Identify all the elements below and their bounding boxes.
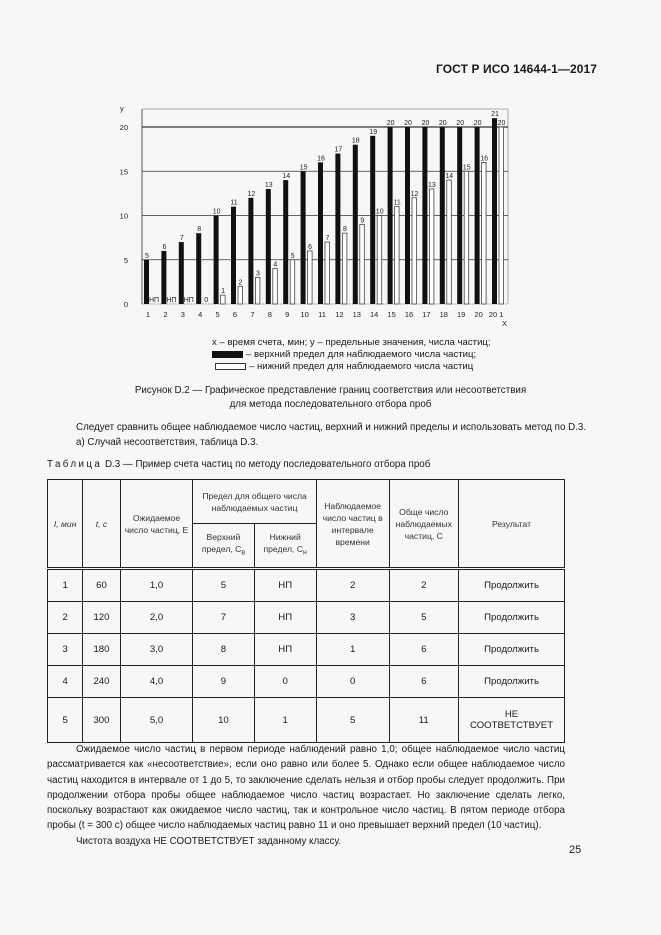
cell-result: Продолжить [459, 634, 565, 666]
svg-text:15: 15 [387, 310, 396, 319]
svg-text:12: 12 [335, 310, 344, 319]
svg-text:6: 6 [162, 243, 167, 251]
svg-text:13: 13 [428, 181, 436, 189]
page-number: 25 [569, 844, 582, 856]
cell-cu: 10 [193, 698, 254, 743]
light-bar-swatch-icon [215, 363, 246, 370]
svg-text:20: 20 [456, 120, 465, 127]
svg-text:10: 10 [119, 211, 128, 221]
table-row [48, 666, 565, 698]
cell-result: Продолжить [459, 569, 565, 602]
cell-c: 6 [389, 634, 459, 666]
svg-text:20: 20 [386, 120, 395, 127]
header-i: I, мин [48, 480, 83, 569]
svg-text:10: 10 [300, 310, 309, 319]
svg-text:5: 5 [123, 255, 128, 265]
svg-text:16: 16 [404, 310, 414, 319]
header-expected: Ожидаемое число частиц, E [120, 480, 193, 569]
svg-text:10: 10 [212, 208, 221, 216]
cell-t: 180 [83, 634, 120, 666]
svg-text:НП: НП [183, 297, 194, 304]
cell-cu: 7 [193, 602, 254, 634]
cell-result: НЕ СООТВЕТСТВУЕТ [459, 698, 565, 743]
header-total: Обще число наблюдаемых частиц, C [389, 480, 459, 569]
svg-text:20 1: 20 1 [488, 310, 504, 319]
svg-text:6: 6 [232, 310, 238, 319]
cell-e: 5,0 [120, 698, 193, 743]
explanation-text [47, 742, 565, 849]
svg-text:1: 1 [145, 310, 151, 319]
svg-text:12: 12 [410, 190, 419, 198]
dark-bar-swatch-icon [212, 351, 243, 358]
cell-e: 1,0 [120, 569, 193, 602]
svg-text:19: 19 [457, 310, 466, 319]
cell-obs: 3 [316, 602, 389, 634]
svg-text:13: 13 [264, 181, 273, 189]
cell-cu: 9 [193, 666, 254, 698]
cell-i: 1 [48, 569, 83, 602]
figure-caption-line1: Рисунок D.2 — Графическое представление границ соответствия или несоответствия [134, 385, 527, 396]
svg-text:17: 17 [422, 310, 431, 319]
cell-cl: НП [254, 569, 316, 602]
intro-line2: а) Случай несоответствия, таблица D.3. [76, 437, 259, 448]
svg-text:15: 15 [119, 167, 128, 177]
svg-text:13: 13 [352, 310, 361, 319]
cell-cl: НП [254, 602, 316, 634]
legend-upper-label: – верхний предел для наблюдаемого числа частиц; [246, 349, 477, 360]
cell-result: Продолжить [459, 602, 565, 634]
svg-text:7: 7 [250, 310, 255, 319]
svg-text:11: 11 [393, 199, 401, 207]
svg-text:8: 8 [267, 310, 272, 319]
svg-text:11: 11 [230, 199, 238, 207]
svg-text:21: 21 [491, 111, 499, 119]
svg-text:3: 3 [180, 310, 185, 319]
svg-text:20: 20 [421, 120, 430, 127]
svg-text:5: 5 [215, 310, 220, 319]
svg-text:18: 18 [351, 137, 360, 145]
cell-c: 11 [389, 698, 459, 743]
figure-caption [0, 384, 661, 412]
svg-text:9: 9 [285, 310, 290, 319]
table-row [48, 634, 565, 666]
table-label: Таблица [47, 459, 103, 470]
svg-text:НП: НП [148, 297, 160, 304]
intro-line1: Следует сравнить общее наблюдаемое число частиц, верхний и нижний пределы и использовать метод по D.3. [76, 422, 587, 433]
legend-item-lower [215, 361, 473, 372]
svg-text:14: 14 [370, 310, 379, 319]
svg-text:16: 16 [317, 155, 325, 163]
cell-c: 5 [389, 602, 459, 634]
cell-result: Продолжить [459, 666, 565, 698]
explanation-paragraph: Ожидаемое число частиц в первом периоде наблюдений равно 1,0; общее наблюдаемое число частиц рассматривается как «несоответствие», если оно равно или более 5. Однако если общее наблюдаемое число частиц находится в интервале от 1 до 5, то заключение сделать нельзя и отбор пробы следует продолжить. При продолжении отбора пробы общее наблюдаемое число частиц возрастает. Но заключение сделать легко, поскольку возрастают как ожидаемое число частиц, так и контрольное число частиц. В пятом периоде отбора пробы (t = 300 с) общее число наблюдаемых частиц равно 11 и оно превышает верхний предел (10 частиц). [47, 744, 565, 832]
svg-text:6: 6 [308, 243, 313, 251]
header-result: Результат [459, 480, 565, 569]
svg-text:8: 8 [342, 226, 347, 234]
svg-text:1: 1 [221, 288, 226, 296]
svg-text:5: 5 [290, 252, 295, 260]
svg-text:20: 20 [404, 120, 412, 127]
cell-obs: 1 [316, 634, 389, 666]
svg-text:15: 15 [299, 164, 308, 172]
svg-text:20: 20 [473, 120, 482, 127]
figure-caption-line2: для метода последовательного отбора проб [229, 399, 432, 410]
cell-cl: 1 [254, 698, 316, 743]
header-t: t, с [83, 480, 120, 569]
svg-text:7: 7 [325, 235, 330, 243]
cell-cu: 8 [193, 634, 254, 666]
svg-text:9: 9 [360, 217, 365, 225]
svg-text:20: 20 [497, 120, 506, 127]
header-limit-group: Предел для общего числа наблюдаемых частиц [193, 480, 317, 524]
cell-e: 2,0 [120, 602, 193, 634]
table-caption: D.3 — Пример счета частиц по методу последовательного отбора проб [104, 459, 431, 470]
cell-obs: 5 [316, 698, 389, 743]
cell-t: 240 [83, 666, 120, 698]
svg-text:14: 14 [282, 173, 291, 181]
table-row [48, 602, 565, 634]
svg-text:10: 10 [375, 208, 384, 216]
cell-cl: 0 [254, 666, 316, 698]
svg-text:20: 20 [119, 123, 128, 132]
data-table [47, 479, 565, 743]
table-row [48, 698, 565, 743]
svg-text:2: 2 [238, 279, 243, 287]
svg-text:2: 2 [163, 310, 168, 319]
header-observed: Наблюдаемое число частиц в интервале времени [316, 480, 389, 569]
table-row [48, 569, 565, 602]
svg-text:5: 5 [145, 252, 149, 260]
cell-t: 300 [83, 698, 120, 743]
svg-text:15: 15 [462, 164, 471, 172]
bar-chart [100, 100, 520, 335]
svg-text:17: 17 [334, 146, 343, 154]
svg-text:7: 7 [179, 235, 184, 243]
document-code: ГОСТ Р ИСО 14644-1—2017 [436, 62, 598, 76]
cell-i: 3 [48, 634, 83, 666]
svg-text:19: 19 [369, 128, 378, 136]
cell-c: 2 [389, 569, 459, 602]
cell-cu: 5 [193, 569, 254, 602]
legend-axes-description: x – время счета, мин; y – предельные значения, числа частиц; [212, 337, 491, 348]
svg-text:16: 16 [480, 155, 488, 163]
svg-text:4: 4 [198, 310, 203, 319]
svg-text:12: 12 [247, 190, 256, 198]
legend-lower-label: – нижний предел для наблюдаемого числа частиц [249, 361, 474, 372]
table-title [47, 459, 430, 470]
header-upper: Верхний предел, $C_в$ [193, 524, 254, 569]
cell-t: 120 [83, 602, 120, 634]
svg-text:8: 8 [197, 226, 202, 234]
cell-obs: 0 [316, 666, 389, 698]
svg-text:3: 3 [255, 270, 260, 278]
svg-text:X: X [502, 319, 508, 328]
conclusion-paragraph: Чистота воздуха НЕ СООТВЕТСТВУЕТ заданному классу. [76, 835, 342, 847]
svg-text:20: 20 [438, 120, 447, 127]
cell-cl: НП [254, 634, 316, 666]
svg-text:20: 20 [474, 310, 483, 319]
svg-text:18: 18 [439, 310, 448, 319]
cell-i: 2 [48, 602, 83, 634]
cell-c: 6 [389, 666, 459, 698]
legend-item-upper [212, 349, 476, 360]
svg-text:0: 0 [123, 300, 128, 309]
header-lower: Нижний предел, $C_н$ [254, 524, 316, 569]
cell-e: 3,0 [120, 634, 193, 666]
cell-i: 4 [48, 666, 83, 698]
svg-text:0: 0 [204, 297, 209, 304]
svg-text:y: y [120, 104, 124, 113]
cell-t: 60 [83, 569, 120, 602]
cell-e: 4,0 [120, 666, 193, 698]
svg-text:11: 11 [318, 310, 326, 319]
cell-i: 5 [48, 698, 83, 743]
svg-text:НП: НП [166, 297, 177, 304]
svg-text:4: 4 [273, 261, 278, 269]
cell-obs: 2 [316, 569, 389, 602]
svg-text:14: 14 [445, 173, 454, 181]
